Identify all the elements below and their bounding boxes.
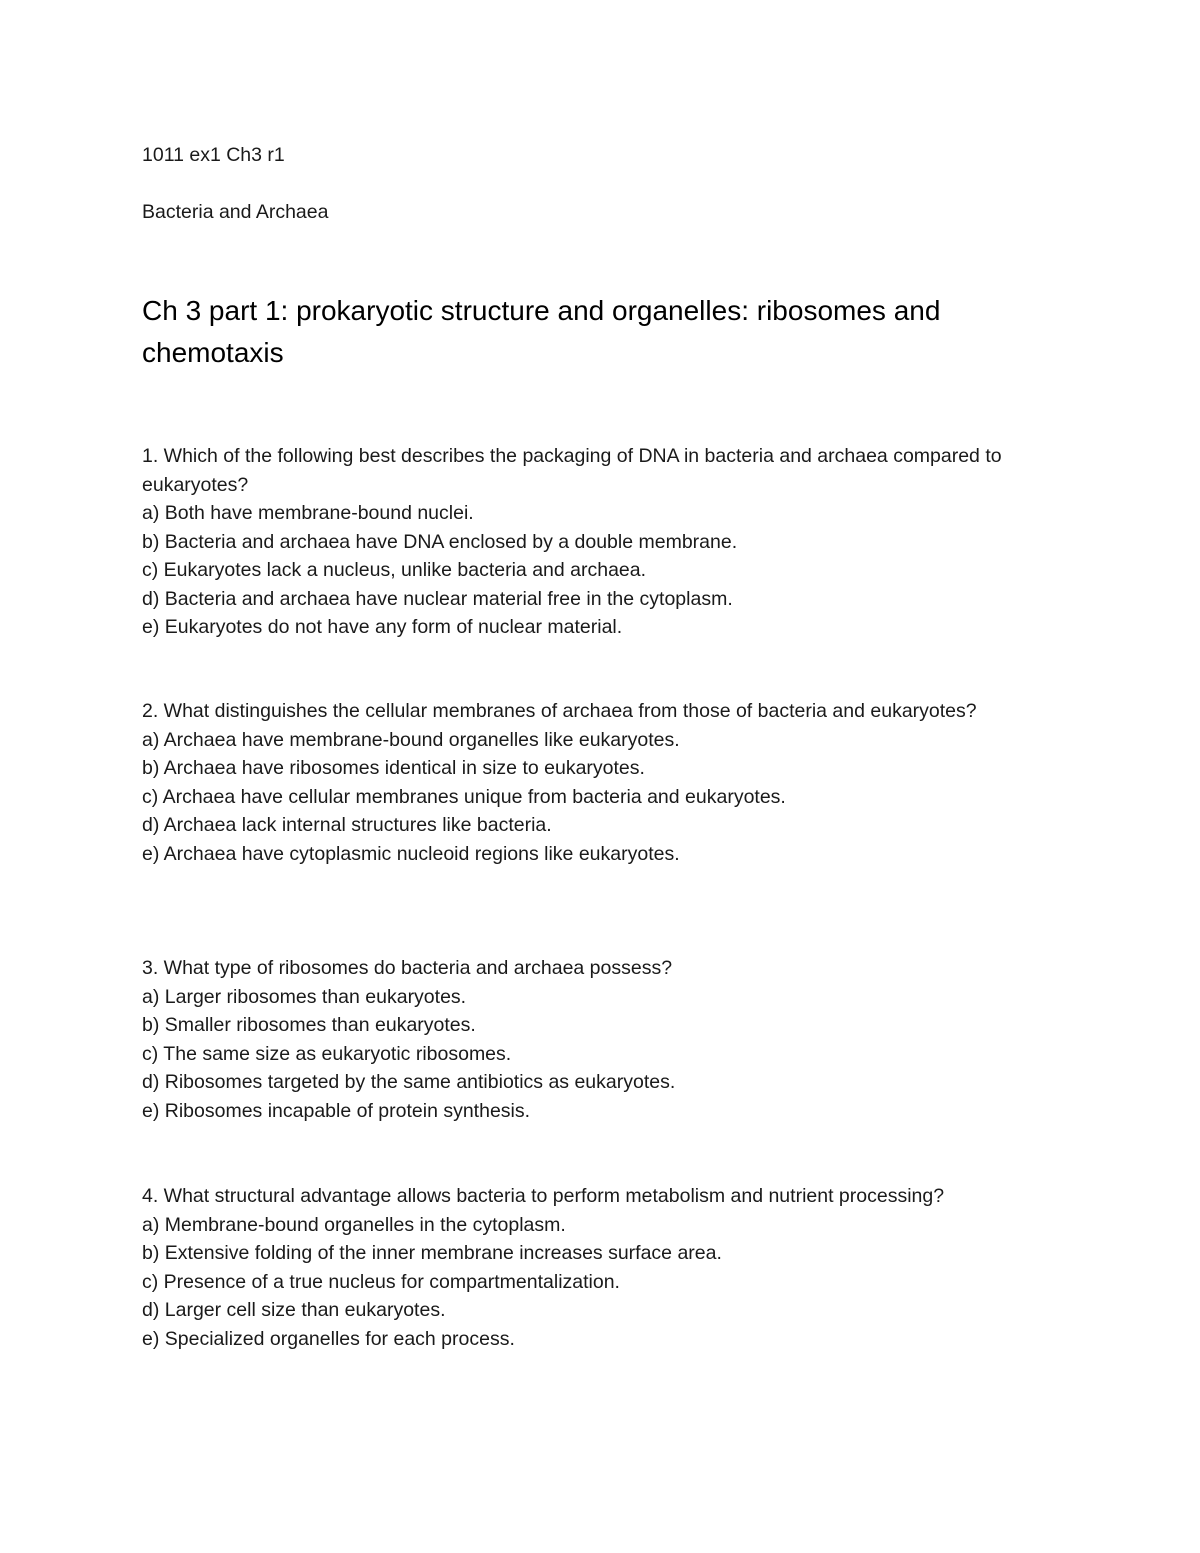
answer-option: a) Both have membrane-bound nuclei. — [142, 502, 474, 524]
question-prompt: 1. Which of the following best describes the packaging of DNA in bacteria and archaea compared to eukaryotes? — [142, 445, 1002, 496]
answer-option: c) Eukaryotes lack a nucleus, unlike bacteria and archaea. — [142, 559, 647, 581]
answer-option: d) Archaea lack internal structures like bacteria. — [142, 814, 552, 836]
document-subject: Bacteria and Archaea — [142, 201, 329, 223]
answer-option: e) Eukaryotes do not have any form of nuclear material. — [142, 616, 623, 638]
answer-option: e) Ribosomes incapable of protein synthesis. — [142, 1099, 531, 1122]
question-prompt: 4. What structural advantage allows bacteria to perform metabolism and nutrient processing? — [142, 1185, 945, 1207]
question-block-1 — [142, 442, 1062, 642]
answer-option: c) Presence of a true nucleus for compartmentalization. — [142, 1270, 620, 1293]
question-block-2 — [142, 697, 1062, 868]
answer-option: a) Membrane-bound organelles in the cytoplasm. — [142, 1213, 566, 1236]
answer-option: c) The same size as eukaryotic ribosomes. — [142, 1042, 512, 1065]
answer-option: a) Larger ribosomes than eukaryotes. — [142, 985, 467, 1008]
document-code-line: 1011 ex1 Ch3 r1 — [142, 144, 285, 166]
answer-option: e) Specialized organelles for each process. — [142, 1327, 515, 1350]
answer-option: b) Bacteria and archaea have DNA enclosed by a double membrane. — [142, 530, 738, 553]
answer-option: b) Archaea have ribosomes identical in size to eukaryotes. — [142, 757, 645, 779]
answer-option: b) Extensive folding of the inner membrane increases surface area. — [142, 1242, 722, 1264]
question-prompt: 2. What distinguishes the cellular membranes of archaea from those of bacteria and eukaryotes? — [142, 700, 977, 722]
question-block-3 — [142, 954, 1062, 1125]
answer-option: b) Smaller ribosomes than eukaryotes. — [142, 1014, 476, 1036]
section-heading: Ch 3 part 1: prokaryotic structure and organelles: ribosomes and chemotaxis — [142, 295, 941, 368]
question-prompt: 3. What type of ribosomes do bacteria and archaea possess? — [142, 957, 673, 979]
answer-option: d) Bacteria and archaea have nuclear material free in the cytoplasm. — [142, 587, 733, 610]
answer-option: d) Ribosomes targeted by the same antibiotics as eukaryotes. — [142, 1071, 676, 1093]
answer-option: e) Archaea have cytoplasmic nucleoid regions like eukaryotes. — [142, 842, 680, 865]
answer-option: a) Archaea have membrane-bound organelles like eukaryotes. — [142, 728, 680, 751]
question-block-4 — [142, 1182, 1062, 1353]
answer-option: c) Archaea have cellular membranes unique from bacteria and eukaryotes. — [142, 785, 786, 808]
answer-option: d) Larger cell size than eukaryotes. — [142, 1299, 446, 1321]
